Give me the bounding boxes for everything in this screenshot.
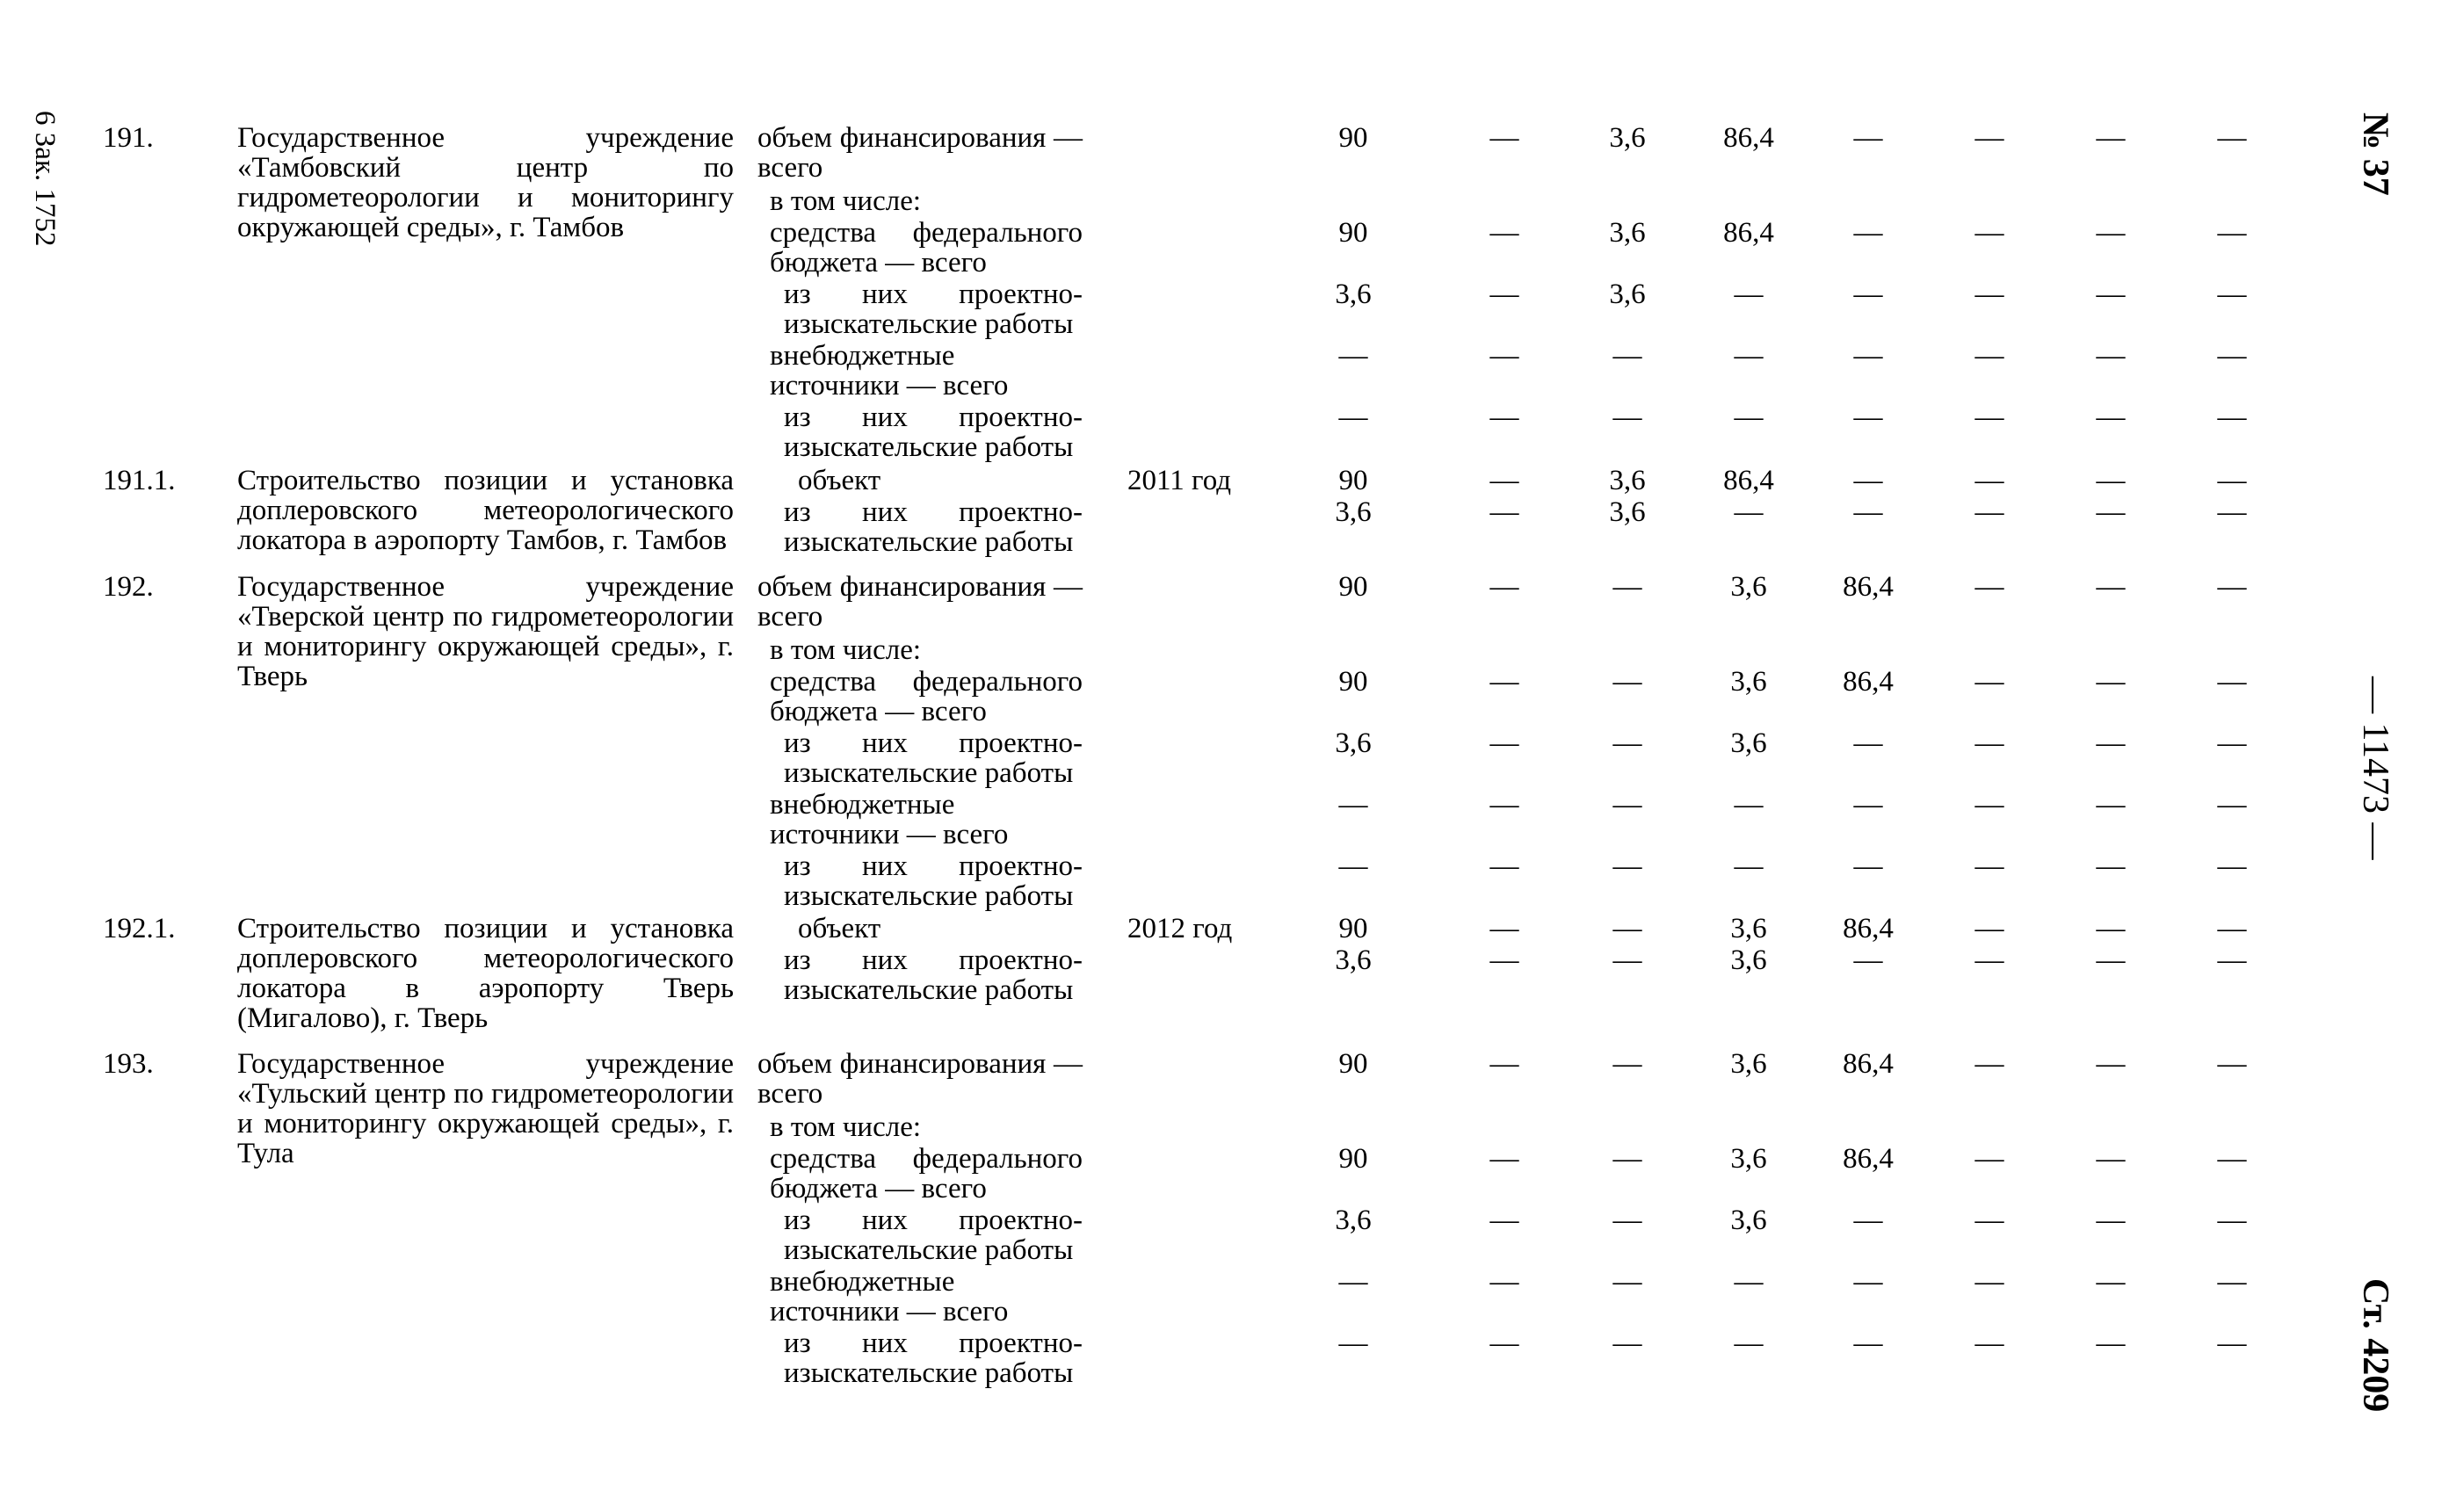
value-cell: — (1734, 279, 1764, 310)
value-cell: 90 (1338, 465, 1368, 496)
value-cell: — (1489, 1328, 1519, 1359)
value-cell: — (1853, 279, 1883, 310)
value-cell: — (1338, 1266, 1368, 1298)
value-cell: — (2096, 1143, 2126, 1175)
value-cell: — (1489, 1205, 1519, 1236)
values-row (0, 402, 2373, 432)
item-name: Строительство позиции и установка доплеровского метеорологического локатора в аэропорту Тверь (Мигалово), г. Тверь (237, 913, 734, 1034)
value-cell: — (1612, 1048, 1642, 1080)
article-number: Ст. 4209 (2355, 1278, 2395, 1413)
value-cell: — (2217, 1048, 2247, 1080)
indicator-federal: средства федерального бюджета — всего (770, 1143, 1083, 1205)
value-cell: — (1489, 217, 1519, 249)
row-number: 192. (103, 571, 154, 603)
value-cell: — (1974, 1266, 2004, 1298)
value-cell: — (1489, 913, 1519, 944)
value-cell: — (1489, 279, 1519, 310)
item-name: Государственное учреждение «Тульский центр по гидрометеорологии и мониторингу окружающей среды», г. Тула (237, 1048, 734, 1169)
indicator-design: из них проектно-изыскательские работы (784, 727, 1083, 789)
value-cell: — (1612, 1266, 1642, 1298)
value-cell: 90 (1338, 122, 1368, 154)
value-cell: — (1489, 666, 1519, 698)
value-cell: 3,6 (1609, 217, 1646, 249)
value-cell: — (1612, 913, 1642, 944)
indicator-federal: средства федерального бюджета — всего (770, 666, 1083, 727)
value-cell: — (1974, 1205, 2004, 1236)
values-row (0, 667, 2373, 697)
values-row (0, 851, 2373, 881)
value-cell: — (1853, 850, 1883, 882)
value-cell: — (2096, 571, 2126, 603)
indicator-design: из них проектно-изыскательские работы (784, 1205, 1083, 1266)
value-cell: — (2217, 727, 2247, 759)
value-cell: — (1612, 340, 1642, 372)
value-cell: — (1612, 789, 1642, 821)
value-cell: — (1338, 850, 1368, 882)
value-cell: — (2217, 1266, 2247, 1298)
value-cell: — (2096, 727, 2126, 759)
value-cell: — (1489, 496, 1519, 528)
item-name: Государственное учреждение «Тамбовский центр по гидрометеорологии и мониторингу окружающей среды», г. Тамбов (237, 122, 734, 243)
value-cell: 3,6 (1609, 122, 1646, 154)
value-cell: — (1974, 727, 2004, 759)
value-cell: 3,6 (1730, 913, 1767, 944)
values-row (0, 466, 2373, 496)
value-cell: — (1853, 1328, 1883, 1359)
year: 2012 год (1127, 913, 1233, 944)
indicator-volume: объем финансирования — всего (757, 571, 1083, 633)
value-cell: — (1974, 913, 2004, 944)
values-row (0, 279, 2373, 309)
value-cell: 86,4 (1843, 571, 1894, 603)
value-cell: 3,6 (1335, 279, 1372, 310)
value-cell: — (1612, 727, 1642, 759)
value-cell: 90 (1338, 217, 1368, 249)
values-row (0, 1049, 2373, 1079)
value-cell: — (1612, 944, 1642, 976)
year: 2011 год (1127, 465, 1232, 496)
value-cell: — (2217, 1143, 2247, 1175)
item-name: Государственное учреждение «Тверской центр по гидрометеорологии и мониторингу окружающей среды», г. Тверь (237, 571, 734, 692)
value-cell: — (1974, 217, 2004, 249)
value-cell: — (1853, 465, 1883, 496)
value-cell: 90 (1338, 666, 1368, 698)
values-row (0, 497, 2373, 527)
indicator-design: из них проектно-изыскательские работы (784, 402, 1083, 463)
value-cell: — (1853, 217, 1883, 249)
value-cell: — (1734, 789, 1764, 821)
value-cell: 3,6 (1335, 944, 1372, 976)
value-cell: — (2096, 496, 2126, 528)
value-cell: — (1853, 944, 1883, 976)
values-row (0, 1144, 2373, 1174)
issue-number: № 37 (2355, 112, 2395, 196)
value-cell: — (2096, 1328, 2126, 1359)
value-cell: — (2096, 122, 2126, 154)
value-cell: — (1489, 402, 1519, 433)
value-cell: — (1489, 1048, 1519, 1080)
value-cell: — (1612, 571, 1642, 603)
value-cell: — (2096, 279, 2126, 310)
value-cell: 86,4 (1843, 1143, 1894, 1175)
value-cell: — (1612, 1143, 1642, 1175)
value-cell: 3,6 (1335, 496, 1372, 528)
value-cell: — (1974, 1143, 2004, 1175)
value-cell: — (2096, 1266, 2126, 1298)
value-cell: — (2217, 1205, 2247, 1236)
value-cell: — (1974, 850, 2004, 882)
values-row (0, 572, 2373, 602)
values-row (0, 123, 2373, 153)
indicator-including: в том числе: (770, 634, 922, 666)
value-cell: 90 (1338, 1143, 1368, 1175)
value-cell: — (1612, 1205, 1642, 1236)
value-cell: — (2096, 340, 2126, 372)
value-cell: — (1338, 402, 1368, 433)
value-cell: — (2217, 789, 2247, 821)
indicator-object: объект (798, 465, 881, 496)
value-cell: — (2096, 402, 2126, 433)
value-cell: 86,4 (1723, 465, 1774, 496)
value-cell: — (1974, 571, 2004, 603)
value-cell: — (2096, 217, 2126, 249)
value-cell: — (2217, 340, 2247, 372)
value-cell: — (1974, 1048, 2004, 1080)
value-cell: — (1489, 727, 1519, 759)
value-cell: — (1734, 1266, 1764, 1298)
value-cell: — (1853, 340, 1883, 372)
value-cell: 3,6 (1730, 666, 1767, 698)
page-number: — 11473 — (2355, 676, 2395, 860)
value-cell: 86,4 (1723, 217, 1774, 249)
value-cell: — (1974, 122, 2004, 154)
value-cell: — (1734, 850, 1764, 882)
value-cell: — (1974, 279, 2004, 310)
value-cell: — (1338, 1328, 1368, 1359)
value-cell: — (1734, 496, 1764, 528)
row-number: 193. (103, 1048, 154, 1080)
value-cell: — (2217, 122, 2247, 154)
value-cell: — (1338, 789, 1368, 821)
indicator-offbudget: внебюджетные источники — всего (770, 789, 1009, 850)
value-cell: — (1974, 496, 2004, 528)
value-cell: 3,6 (1335, 727, 1372, 759)
order-reference: 6 Зак. 1752 (29, 111, 61, 247)
values-row (0, 1267, 2373, 1297)
value-cell: — (1974, 340, 2004, 372)
value-cell: 86,4 (1843, 1048, 1894, 1080)
value-cell: 90 (1338, 1048, 1368, 1080)
value-cell: — (1489, 789, 1519, 821)
indicator-object: объект (798, 913, 881, 944)
value-cell: — (1489, 571, 1519, 603)
value-cell: 3,6 (1609, 279, 1646, 310)
value-cell: 90 (1338, 913, 1368, 944)
value-cell: 3,6 (1730, 944, 1767, 976)
row-number: 191. (103, 122, 154, 154)
value-cell: — (1853, 496, 1883, 528)
values-row (0, 1328, 2373, 1358)
values-row (0, 341, 2373, 371)
value-cell: — (2096, 789, 2126, 821)
value-cell: — (1612, 666, 1642, 698)
indicator-volume: объем финансирования — всего (757, 122, 1083, 184)
row-number: 192.1. (103, 913, 176, 944)
indicator-volume: объем финансирования — всего (757, 1048, 1083, 1110)
values-row (0, 728, 2373, 758)
value-cell: — (1489, 944, 1519, 976)
value-cell: — (2096, 666, 2126, 698)
value-cell: — (2217, 402, 2247, 433)
value-cell: — (2096, 1205, 2126, 1236)
value-cell: 3,6 (1335, 1205, 1372, 1236)
value-cell: — (1734, 340, 1764, 372)
value-cell: — (1489, 850, 1519, 882)
item-name: Строительство позиции и установка доплеровского метеорологического локатора в аэропорту Тамбов, г. Тамбов (237, 465, 734, 556)
value-cell: 3,6 (1609, 465, 1646, 496)
value-cell: — (1974, 789, 2004, 821)
value-cell: — (2217, 944, 2247, 976)
values-row (0, 790, 2373, 820)
value-cell: — (1974, 666, 2004, 698)
value-cell: — (1974, 465, 2004, 496)
value-cell: — (2096, 944, 2126, 976)
indicator-including: в том числе: (770, 1111, 922, 1143)
indicator-design: из них проектно-изыскательские работы (784, 1328, 1083, 1389)
value-cell: — (1734, 1328, 1764, 1359)
value-cell: — (1853, 727, 1883, 759)
value-cell: — (1489, 1266, 1519, 1298)
value-cell: — (2217, 496, 2247, 528)
value-cell: 3,6 (1609, 496, 1646, 528)
value-cell: — (2217, 571, 2247, 603)
value-cell: — (1853, 122, 1883, 154)
value-cell: — (1612, 850, 1642, 882)
value-cell: — (1974, 944, 2004, 976)
values-row (0, 1205, 2373, 1235)
value-cell: — (1489, 122, 1519, 154)
indicator-federal: средства федерального бюджета — всего (770, 217, 1083, 279)
value-cell: 3,6 (1730, 1205, 1767, 1236)
row-number: 191.1. (103, 465, 176, 496)
value-cell: — (2217, 850, 2247, 882)
value-cell: — (1974, 402, 2004, 433)
indicator-including: в том числе: (770, 185, 922, 217)
value-cell: — (1489, 340, 1519, 372)
indicator-design: из них проектно-изыскательские работы (784, 944, 1083, 1006)
value-cell: 3,6 (1730, 1143, 1767, 1175)
values-row (0, 945, 2373, 975)
value-cell: — (1734, 402, 1764, 433)
indicator-offbudget: внебюджетные источники — всего (770, 1266, 1009, 1328)
value-cell: — (2096, 850, 2126, 882)
indicator-offbudget: внебюджетные источники — всего (770, 340, 1009, 402)
value-cell: 90 (1338, 571, 1368, 603)
values-row (0, 914, 2373, 944)
value-cell: — (2217, 217, 2247, 249)
values-row (0, 218, 2373, 248)
value-cell: 3,6 (1730, 1048, 1767, 1080)
value-cell: — (1338, 340, 1368, 372)
value-cell: — (1853, 1266, 1883, 1298)
value-cell: — (2217, 1328, 2247, 1359)
value-cell: — (2096, 1048, 2126, 1080)
value-cell: — (2096, 913, 2126, 944)
value-cell: — (1974, 1328, 2004, 1359)
value-cell: — (2217, 279, 2247, 310)
value-cell: — (1489, 465, 1519, 496)
value-cell: — (1853, 1205, 1883, 1236)
value-cell: — (1612, 402, 1642, 433)
value-cell: — (1489, 1143, 1519, 1175)
value-cell: 86,4 (1843, 666, 1894, 698)
value-cell: — (2217, 666, 2247, 698)
value-cell: 86,4 (1723, 122, 1774, 154)
value-cell: — (1853, 402, 1883, 433)
indicator-design: из них проектно-изыскательские работы (784, 279, 1083, 340)
value-cell: — (1853, 789, 1883, 821)
value-cell: 86,4 (1843, 913, 1894, 944)
value-cell: — (2096, 465, 2126, 496)
indicator-design: из них проектно-изыскательские работы (784, 496, 1083, 558)
value-cell: — (2217, 913, 2247, 944)
indicator-design: из них проектно-изыскательские работы (784, 850, 1083, 912)
value-cell: — (2217, 465, 2247, 496)
value-cell: 3,6 (1730, 571, 1767, 603)
value-cell: 3,6 (1730, 727, 1767, 759)
value-cell: — (1612, 1328, 1642, 1359)
